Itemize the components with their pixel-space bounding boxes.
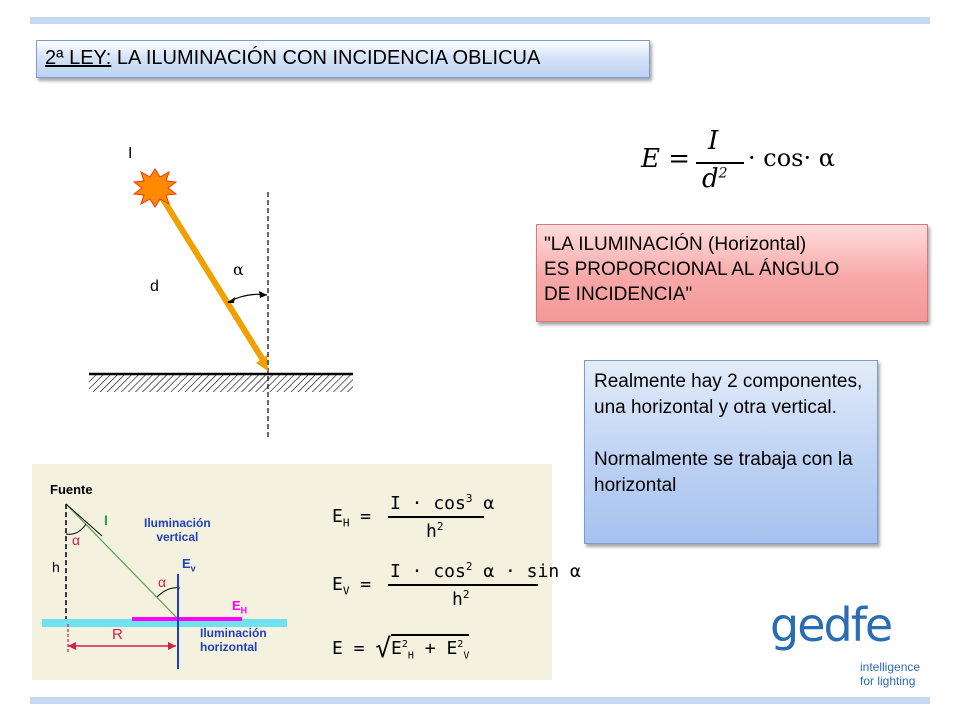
title-prefix: 2ª LEY: bbox=[45, 47, 112, 69]
intensity-label: I bbox=[128, 145, 133, 162]
gedfe-logo bbox=[770, 598, 930, 694]
panel-alpha-top: α bbox=[72, 532, 81, 548]
panel-vertical-label: Iluminación vertical bbox=[144, 516, 211, 544]
components-panel: Fuente I α α h R $E_v$ $E_H$ Iluminación vertical Iluminación horizontal $E_H$ = $I \cdot \cos^3 \alpha$ $h^2$ $E_V$ = $I \cdot \cos^2 \alpha \cdot \sin \alpha$ $h^2$ $E = √E^2_H + E^2_V$ bbox=[32, 464, 552, 680]
formula-numerator: I bbox=[708, 126, 719, 156]
note-paragraph-2: Normalmente se trabaja con la horizontal bbox=[594, 449, 853, 496]
incidence-diagram bbox=[80, 150, 380, 450]
formula-rhs: · cos· α bbox=[748, 144, 835, 172]
law-line-3: DE INCIDENCIA" bbox=[544, 284, 693, 305]
radius-arrowhead-left bbox=[68, 642, 76, 650]
angle-label: α bbox=[233, 260, 244, 279]
ground-hatch bbox=[89, 374, 353, 392]
panel-intensity-label: I bbox=[104, 512, 108, 528]
logo-wordmark: gedfe bbox=[770, 598, 892, 652]
components-note-box bbox=[584, 360, 878, 544]
light-ray bbox=[156, 188, 263, 360]
title-text: LA ILUMINACIÓN CON INCIDENCIA OBLICUA bbox=[111, 47, 541, 69]
note-paragraph-1: Realmente hay 2 componentes, una horizontal y otra vertical. bbox=[594, 371, 863, 418]
law-line-1: "LA ILUMINACIÓN (Horizontal) bbox=[544, 234, 807, 255]
eq-total: $E = √E^2_H + E^2_V$ bbox=[332, 634, 470, 664]
slide-title bbox=[36, 40, 650, 78]
formula-lhs: E = bbox=[641, 144, 691, 174]
panel-source-label: Fuente bbox=[50, 482, 93, 497]
logo-tagline: intelligence for lighting bbox=[860, 660, 921, 688]
law-line-2: ES PROPORCIONAL AL ÁNGULO bbox=[544, 259, 840, 280]
angle-arrowhead-right bbox=[259, 291, 267, 298]
panel-ev-label: $E_v$ bbox=[182, 556, 196, 574]
light-source-icon bbox=[134, 169, 176, 207]
panel-radius-label: R bbox=[112, 626, 123, 643]
panel-horizontal-label: Iluminación horizontal bbox=[200, 626, 267, 654]
panel-height-label: h bbox=[52, 559, 60, 575]
radius-arrowhead-right bbox=[168, 642, 176, 650]
illuminance-formula bbox=[636, 126, 836, 198]
formula-denominator: $d^2$ bbox=[702, 164, 728, 194]
panel-eh-label: $E_H$ bbox=[232, 598, 248, 616]
top-accent-bar bbox=[30, 17, 930, 24]
distance-label: d bbox=[150, 278, 159, 295]
panel-alpha-bottom: α bbox=[158, 574, 167, 590]
law-statement-box bbox=[536, 224, 928, 322]
bottom-accent-bar bbox=[30, 697, 930, 704]
